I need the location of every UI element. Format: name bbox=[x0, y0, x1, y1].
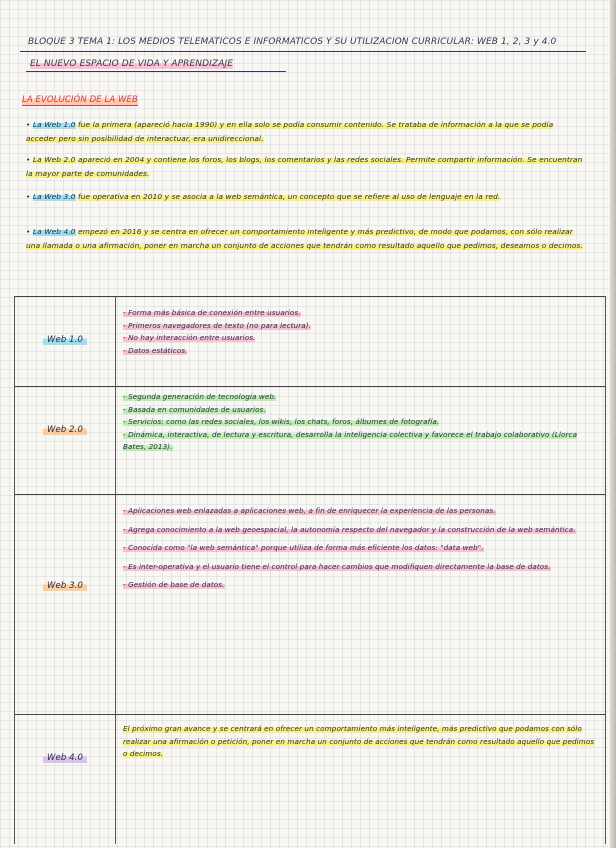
row-label-web3: Web 3.0 bbox=[15, 581, 115, 591]
paragraph-web4: • La Web 4.0 empezó en 2016 y se centra en ofrecer un comportamiento inteligente y más predictivo, de modo que podamos, con sólo realizar una llamada o una afirmación, poner en marcha un conjunto de acciones que tendrán como resultado aquello que pedimos, deseamos o decimos. bbox=[26, 227, 583, 250]
title-underline bbox=[20, 51, 586, 52]
web-comparison-table bbox=[14, 296, 606, 844]
section-title: LA EVOLUCIÓN DE LA WEB bbox=[22, 95, 138, 105]
table-row bbox=[15, 386, 605, 495]
row-content-web4: El próximo gran avance y se centrará en ofrecer un comportamiento más inteligente, más predictivo que podamos con sólo realizar una afirmación o petición, poner en marcha un conjunto de acciones que tendrán como resultado aquello que pedimos o decimos. bbox=[123, 724, 595, 759]
row-label-web1: Web 1.0 bbox=[15, 335, 115, 345]
page-edge bbox=[610, 0, 616, 848]
page-title: BLOQUE 3 TEMA 1: LOS MEDIOS TELEMÁTICOS E INFORMÁTICOS Y SU UTILIZACIÓN CURRICULAR: WEB 1, 2, 3 y 4.0 bbox=[28, 37, 557, 47]
row-label-web2: Web 2.0 bbox=[15, 425, 115, 435]
table-row bbox=[15, 714, 605, 845]
table-row bbox=[15, 494, 605, 715]
paragraph-web2: • La Web 2.0 apareció en 2004 y contiene los foros, los blogs, los comentarios y las redes sociales. Permite compartir información. Se encuentran la mayor parte de comunidades. bbox=[26, 155, 583, 178]
subtitle-underline bbox=[26, 71, 286, 72]
paragraph-web1: • La Web 1.0 fue la primera (apareció hacia 1990) y en ella solo se podía consumir contenido. Se trataba de información a la que se podía acceder pero sin posibilidad de interactuar, era unidireccional. bbox=[26, 120, 554, 143]
table-row bbox=[15, 296, 605, 387]
paragraph-web3: • La Web 3.0 fue operativa en 2010 y se asocia a la web semántica, un concepto que se refiere al uso de lenguaje en la red. bbox=[26, 192, 501, 201]
row-content-web1: - Forma más básica de conexión entre usuarios. - Primeros navegadores de texto (no para lectura). - No hay interacción entre usuarios. - Datos estáticos. bbox=[123, 308, 312, 355]
row-content-web2: - Segunda generación de tecnología web. - Basada en comunidades de usuarios. - Servicios: como las redes sociales, los wikis, los chats, foros, álbumes de fotografía. - Dinámica, interactiva, de lectura y escritura, desarrolla la inteligencia colectiva y favorece el trabajo colaborativo (Llorca Bates, 2013). bbox=[123, 392, 578, 452]
page-subtitle: EL NUEVO ESPACIO DE VIDA Y APRENDIZAJE bbox=[30, 59, 233, 69]
row-label-web4: Web 4.0 bbox=[15, 753, 115, 763]
row-content-web3: - Aplicaciones web enlazadas a aplicaciones web, a fin de enriquecer la experiencia de las personas. - Agrega conocimiento a la web geoespacial, la autonomía respecto del navegador y la construcción de la web semántica. - Conocida como "la web semántica" porque utiliza de forma más eficiente los datos: "data web". - Es inter-operativa y el usuario tiene el control para hacer cambios que modifiquen directamente la base de datos. - Gestión de base de datos. bbox=[123, 506, 576, 590]
